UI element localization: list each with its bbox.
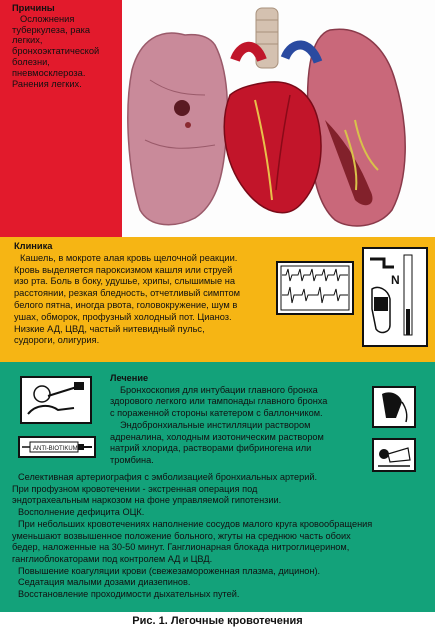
treatment-line: Седатация малыми дозами диазепинов. — [18, 577, 191, 588]
causes-line: пневмосклероза. — [12, 67, 86, 78]
clinic-section — [0, 237, 435, 362]
patient-position-icon — [372, 438, 416, 472]
treatment-line: натрий хлорида, растворами фибриногена или — [110, 443, 312, 454]
treatment-line: с пораженной стороны катетером с баллончиком. — [110, 408, 323, 419]
treatment-line: Эндобронхиальные инстилляции раствором — [120, 419, 311, 430]
treatment-line: бедер, наложенные на 30-50 минут. Ганглионарная блокада нитроглицерином, — [12, 542, 350, 553]
treatment-line: Восстановление проходимости дыхательных путей. — [18, 589, 240, 600]
syringe-icon — [18, 436, 96, 458]
illustration-section — [0, 0, 435, 237]
treatment-line: уменьшают возвышенное положение больного, жгуты на среднюю часть обоих — [12, 530, 351, 541]
treatment-line: При небольших кровотечениях наполнение сосудов малого круга кровообращения — [18, 518, 373, 529]
blood-pressure-icon — [362, 247, 428, 347]
treatment-line: ганглиоблокаторами под контролем АД и ЦВД. — [12, 553, 213, 564]
causes-panel — [0, 0, 122, 237]
clinic-text — [14, 241, 272, 347]
clinic-line: Кровь выделяется пароксизмом кашля или струей — [14, 264, 233, 275]
treatment-line: эндотрахеальным наркозом на фоне управляемой гипотензии. — [12, 495, 282, 506]
ecg-monitor-icon — [276, 261, 354, 315]
clinic-line: изо рта. Боль в боку, удушье, хрипы, слышимые на — [14, 276, 236, 287]
treatment-line: Восполнение дефицита ОЦК. — [18, 507, 145, 518]
treatment-line: Селективная артериография с эмболизацией бронхиальных артерий. — [18, 472, 318, 482]
svg-text:N: N — [391, 273, 400, 287]
treatment-body — [12, 472, 430, 601]
syringe-label: ANTI-BIOTIKUM — [33, 446, 78, 452]
treatment-line: тромбина. — [110, 454, 154, 465]
treatment-section — [0, 362, 435, 612]
clinic-line: Низкие АД, ЦВД, частый нитевидный пульс, — [14, 323, 205, 334]
treatment-line: Бронхоскопия для интубации главного бронха — [120, 384, 318, 395]
figure-caption: Рис. 1. Легочные кровотечения — [132, 615, 303, 627]
causes-heading: Причины — [12, 3, 55, 13]
treatment-line: Повышение коагуляции крови (свежезамороженная плазма, дицинон). — [18, 565, 321, 576]
infusion-icon — [372, 386, 416, 428]
treatment-line: адреналина, холодным изотоническим раствором — [110, 431, 324, 442]
treatment-line: здорового легкого или тампонады главного бронха — [110, 396, 328, 407]
bronchoscopy-icon — [20, 376, 92, 424]
clinic-line: белого пятна, иногда рвота, головокружение, шум в — [14, 299, 238, 310]
treatment-line: При профузном кровотечении - экстренная операция под — [12, 483, 258, 494]
treatment-heading: Лечение — [110, 373, 149, 383]
clinic-line: судороги, олигурия. — [14, 335, 100, 346]
causes-line: Ранения легких. — [12, 78, 82, 89]
causes-line: легких, — [12, 35, 43, 46]
treatment-intro — [110, 373, 362, 467]
causes-line: Осложнения — [20, 13, 75, 24]
clinic-line: ушах, обморок, профузный холодный пот. Цианоз. — [14, 311, 232, 322]
clinic-heading: Клиника — [14, 241, 53, 251]
causes-line: бронхоэктатической — [12, 46, 100, 57]
causes-line: болезни, — [12, 56, 50, 67]
clinic-line: расстоянии, резкая бледность, отчетливый симптом — [14, 288, 241, 299]
causes-line: туберкулеза, рака — [12, 24, 91, 35]
clinic-line: Кашель, в мокроте алая кровь щелочной реакции. — [20, 252, 238, 263]
